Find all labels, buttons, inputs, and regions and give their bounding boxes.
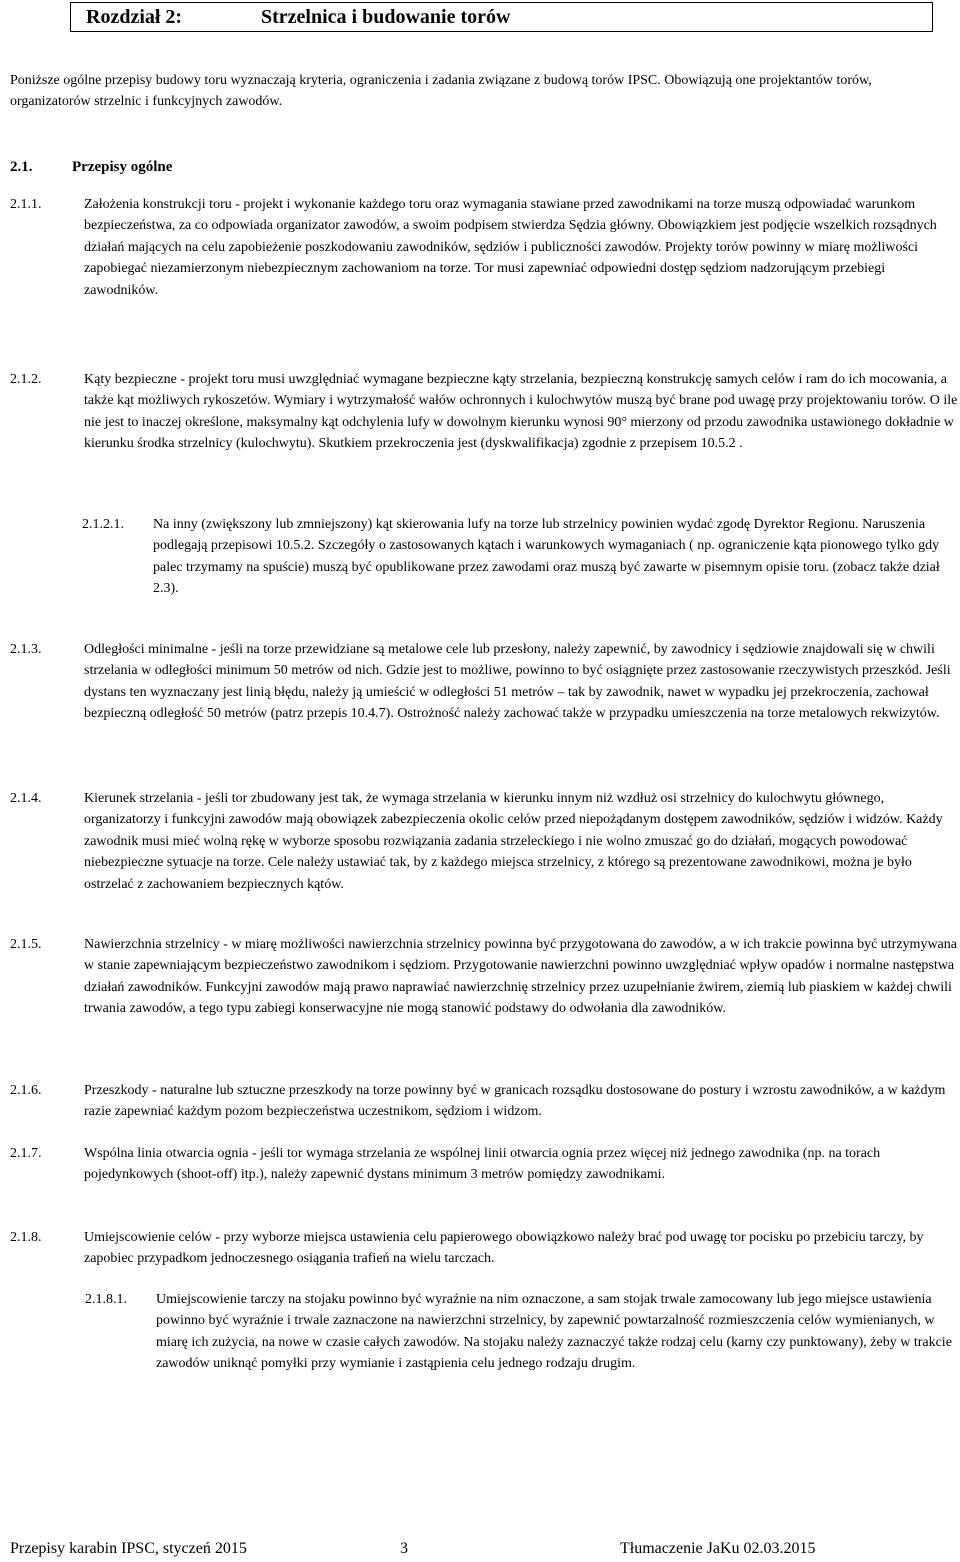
rule-2-1-3 xyxy=(10,639,958,725)
footer-right: Tłumaczenie JaKu 02.03.2015 xyxy=(620,1540,816,1557)
rule-number: 2.1.8.1. xyxy=(85,1292,127,1307)
rule-number: 2.1.6. xyxy=(10,1083,42,1098)
rule-number: 2.1.5. xyxy=(10,937,42,952)
rule-number: 2.1.1. xyxy=(10,197,42,212)
rule-2-1-2 xyxy=(10,369,958,455)
rule-2-1-5 xyxy=(10,934,958,1020)
rule-text: Umiejscowienie celów - przy wyborze miejsca ustawienia celu papierowego obowiązkowo należy brać pod uwagę tor pocisku po przebiciu tarczy, by zapobiec przypadkom jednoczesnego osiągania trafień na wielu tarczach. xyxy=(84,1230,924,1267)
rule-2-1-8-1 xyxy=(85,1289,958,1375)
rule-text: Założenia konstrukcji toru - projekt i wykonanie każdego toru oraz wymagania stawiane przed zawodnikami na torze muszą odpowiadać warunkom bezpieczeństwa, za co odpowiada organizator zawodów, a swoim podpisem stwierdza Sędzia główny. Obowiązkiem jest podjęcie wszelkich rozsądnych działań mających na celu zapobieżenie poszkodowaniu zawodników, sędziów i publiczności zawodów. Projekty torów powinny w miarę możliwości zapobiegać niezamierzonym niebezpiecznym zachowaniom na torze. Tor musi zapewniać odpowiedni dostęp sędziom nadzorującym przebiegi zawodników. xyxy=(84,197,937,298)
section-title: Przepisy ogólne xyxy=(72,159,173,175)
rule-2-1-7 xyxy=(10,1143,958,1186)
footer-left: Przepisy karabin IPSC, styczeń 2015 xyxy=(10,1540,247,1557)
section-number: 2.1. xyxy=(10,159,33,175)
rule-text: Na inny (zwiększony lub zmniejszony) kąt skierowania lufy na torze lub strzelnicy powinien wydać zgodę Dyrektor Regionu. Naruszenia podlegają przepisowi 10.5.2. Szczegóły o zastosowanych kątach i warunkowych wymaganiach ( np. ograniczenie kąta pionowego tylko gdy palec trzymamy na spuście) muszą być opublikowane przez zawodami oraz muszą być zawarte w pisemnym opisie toru. (zobacz także dział 2.3). xyxy=(153,517,940,597)
rule-number: 2.1.3. xyxy=(10,642,42,657)
rule-number: 2.1.2.1. xyxy=(82,517,124,532)
rule-2-1-6 xyxy=(10,1080,958,1123)
rule-2-1-8 xyxy=(10,1227,958,1270)
rule-number: 2.1.8. xyxy=(10,1230,42,1245)
chapter-heading-box xyxy=(70,2,933,32)
rule-text: Nawierzchnia strzelnicy - w miarę możliwości nawierzchnia strzelnicy powinna być przygotowana do zawodów, a w ich trakcie powinna być utrzymywana w stanie zapewniającym bezpieczeństwo zawodnikom i sędziom. Przygotowanie nawierzchni powinno uwzględniać wpływ opadów i normalne następstwa działań zawodników. Funkcyjni zawodów mają prawo naprawiać nawierzchnię strzelnicy przez uzupełnianie żwirem, ziemią lub piaskiem w każdej chwili trwania zawodów, a tego typu zabiegi konserwacyjne nie mogą stanowić podstawy do odwołania dla zawodników. xyxy=(84,937,957,1017)
rule-text: Przeszkody - naturalne lub sztuczne przeszkody na torze powinny być w granicach rozsądku dostosowane do postury i wzrostu zawodników, a w każdym razie zapewniać każdym pozom bezpieczeństwa uczestnikom, sędziom i widzom. xyxy=(84,1083,946,1120)
rule-2-1-1 xyxy=(10,194,958,301)
rule-2-1-2-1 xyxy=(82,514,958,600)
chapter-number: Rozdział 2: xyxy=(86,6,183,28)
section-heading xyxy=(10,159,172,176)
intro-paragraph: Poniższe ogólne przepisy budowy toru wyznaczają kryteria, ograniczenia i zadania związane z budową torów IPSC. Obowiązują one projektantów torów, organizatorów strzelnic i funkcyjnych zawodów. xyxy=(10,73,872,110)
rule-text: Wspólna linia otwarcia ognia - jeśli tor wymaga strzelania ze wspólnej linii otwarcia ognia przez więcej niż jednego zawodnika (np. na torach pojedynkowych (shoot-off) itp.), należy zapewnić dystans minimum 3 metrów pomiędzy zawodnikami. xyxy=(84,1146,881,1183)
rule-number: 2.1.4. xyxy=(10,791,42,806)
rule-text: Kąty bezpieczne - projekt toru musi uwzględniać wymagane bezpieczne kąty strzelania, bezpieczną konstrukcję samych celów i ram do ich mocowania, a także kąt możliwych rykoszetów. Wymiary i wytrzymałość wałów ochronnych i kulochwytów muszą być brane pod uwagę przy projektowaniu torów. O ile nie jest to inaczej określone, maksymalny kąt odchylenia lufy w dowolnym kierunku wynosi 90° mierzony od przodu zawodnika ustawionego dokładnie w kierunku środka strzelnicy (kulochwytu). Skutkiem przekroczenia jest (dyskwalifikacja) zgodnie z przepisem 10.5.2 . xyxy=(84,372,958,452)
rule-text: Kierunek strzelania - jeśli tor zbudowany jest tak, że wymaga strzelania w kierunku innym niż wzdłuż osi strzelnicy do kulochwytu głównego, organizatorzy i funkcyjni zawodów mają obowiązek zabezpieczenia okolic celów przed niepożądanym dostępem zawodników, sędziów i widzów. Każdy zawodnik musi mieć wolną rękę w wyborze sposobu rozwiązania zadania strzeleckiego i nie wolno zmuszać go do działań, mogących powodować niebezpieczne sytuacje na torze. Cele należy ustawiać tak, by z każdego miejsca strzelnicy, z którego są prezentowane zawodnikowi, można je było ostrzelać z zachowaniem bezpiecznych kątów. xyxy=(84,791,943,892)
rule-2-1-4 xyxy=(10,788,958,895)
rule-number: 2.1.7. xyxy=(10,1146,42,1161)
rule-number: 2.1.2. xyxy=(10,372,42,387)
chapter-title: Strzelnica i budowanie torów xyxy=(261,6,511,28)
footer-page-number: 3 xyxy=(400,1540,408,1557)
rule-text: Odległości minimalne - jeśli na torze przewidziane są metalowe cele lub przesłony, należy zapewnić, by zawodnicy i sędziowie znajdowali się w chwili strzelania w odległości minimum 50 metrów od nich. Gdzie jest to możliwe, powinno to być osiągnięte przez zastosowanie rzeczywistych przeszkód. Jeśli dystans ten wyznaczany jest linią błędu, należy ją umieścić w odległości 51 metrów – tak by zawodnik, nawet w wypadku jej przekroczenia, zachował bezpieczną odległość 50 metrów (patrz przepis 10.4.7). Ostrożność należy zachować także w przypadku umieszczenia na torze metalowych rekwizytów. xyxy=(84,642,951,722)
rule-text: Umiejscowienie tarczy na stojaku powinno być wyraźnie na nim oznaczone, a sam stojak trwale zamocowany lub jego miejsce ustawienia powinno być wyraźnie i trwale zaznaczone na nawierzchni strzelnicy, by zapewnić powtarzalność rozmieszczenia celów wymienianych, w miarę ich zużycia, na nowe w czasie całych zawodów. Na stojaku należy zaznaczyć także rodzaj celu (karny czy punktowany), żeby w trakcie zawodów uniknąć pomyłki przy wymianie i zastąpienia celu jednego rodzaju drugim. xyxy=(156,1292,952,1372)
